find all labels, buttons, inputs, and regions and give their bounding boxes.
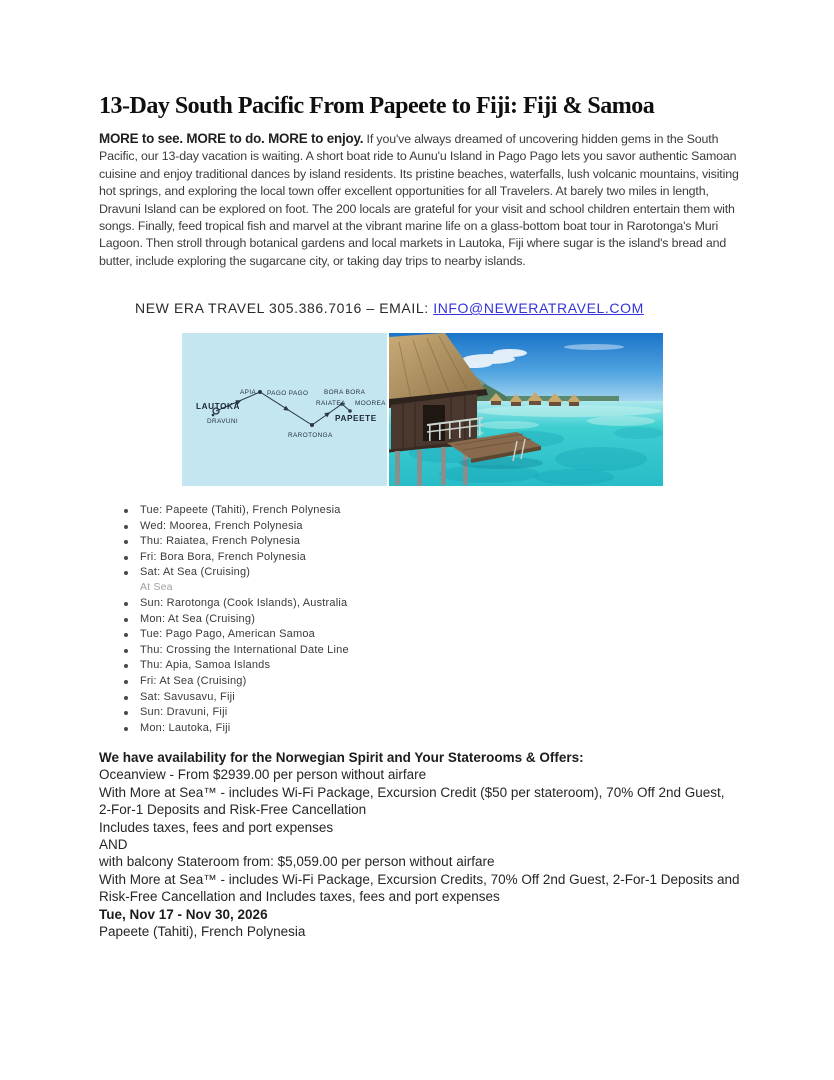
itinerary-item [124,550,544,566]
map-label-pago-pago: PAGO PAGO [267,390,309,397]
itinerary-day-label: Sat: At Sea (Cruising) [140,566,251,579]
route-arrow [283,406,290,413]
contact-line [135,300,644,316]
itinerary-item [124,690,544,706]
destination-photo [389,333,663,486]
availability-line: Oceanview - From $2939.00 per person without airfare [99,767,427,783]
itinerary-item-text [140,534,300,550]
port-marker-papeete [348,409,352,413]
itinerary-item-text [140,550,306,566]
itinerary-day-label: Tue: Papeete (Tahiti), French Polynesia [140,504,341,516]
bullet-icon [124,680,128,684]
itinerary-item-text [140,519,303,535]
itinerary-day-label: Thu: Raiatea, French Polynesia [140,535,301,548]
itinerary-item-text [140,674,246,690]
map-label-apia: APIA [240,389,257,396]
itinerary-item [124,643,544,659]
itinerary-item [124,674,544,690]
itinerary-day-label: Mon: At Sea (Cruising) [140,612,256,625]
itinerary-item-text [140,658,270,674]
route-map [182,333,387,486]
itinerary-day-label: Sat: Savusavu, Fiji [140,690,235,703]
availability-line: Includes taxes, fees and port expenses [99,819,334,835]
email-link[interactable]: INFO@NEWERATRAVEL.COM [433,300,644,316]
bullet-icon [124,696,128,700]
itinerary-day-label: Fri: At Sea (Cruising) [140,674,247,687]
itinerary-day-label: Sun: Rarotonga (Cook Islands), Australia [140,596,348,609]
destination-photo-svg [389,333,663,486]
map-label-bora-bora: BORA BORA [324,389,366,396]
itinerary-day-label: Mon: Lautoka, Fiji [140,721,231,734]
map-label-dravuni: DRAVUNI [207,418,239,425]
itinerary-item [124,503,544,519]
availability-line: Risk-Free Cancellation and Includes taxes, fees and port expenses [99,889,500,905]
itinerary-item [124,705,544,721]
bullet-icon [124,711,128,715]
media-row [182,333,663,486]
availability-line: With More at Sea™ - includes Wi-Fi Package, Excursion Credit ($50 per stateroom), 70% Off 2nd Guest, [99,784,725,800]
port-marker-rarotonga [310,423,314,427]
itinerary-item [124,565,544,596]
bullet-icon [124,556,128,560]
map-label-lautoka: LAUTOKA [196,402,241,411]
availability-line: 2-For-1 Deposits and Risk-Free Cancellation [99,802,367,818]
itinerary-item-text [140,705,227,721]
itinerary-item-text [140,565,250,596]
contact-text: NEW ERA TRAVEL 305.386.7016 – EMAIL: [135,300,434,316]
itinerary-day-label: Tue: Pago Pago, American Samoa [140,628,315,641]
availability-lines [99,766,799,905]
itinerary-item-text [140,596,347,612]
itinerary-day-label: Wed: Moorea, French Polynesia [140,519,303,532]
bullet-icon [124,525,128,529]
page-title: 13-Day South Pacific From Papeete to Fiji: Fiji & Samoa [99,93,655,119]
availability-line: With More at Sea™ - includes Wi-Fi Package, Excursion Credits, 70% Off 2nd Guest, 2-For-1 Deposits and [99,871,740,887]
bullet-icon [124,727,128,731]
bullet-icon [124,602,128,606]
route-map-svg [182,333,387,486]
bullet-icon [124,618,128,622]
itinerary-day-label: Fri: Bora Bora, French Polynesia [140,550,306,563]
map-label-moorea: MOOREA [355,400,386,407]
map-label-rarotonga: RAROTONGA [288,432,333,439]
bullet-icon [124,571,128,575]
itinerary-item [124,519,544,535]
availability-heading: We have availability for the Norwegian Spirit and Your Staterooms & Offers: [99,750,584,765]
itinerary-item [124,658,544,674]
itinerary-sub-label: At Sea [140,580,173,593]
itinerary-item [124,534,544,550]
itinerary-day-label: Sun: Dravuni, Fiji [140,706,228,719]
bullet-icon [124,540,128,544]
itinerary-item-text [140,690,235,706]
availability-section [99,749,799,940]
port-marker-pago-pago [258,390,262,394]
itinerary-item [124,612,544,628]
embark-port: Papeete (Tahiti), French Polynesia [99,924,306,940]
bullet-icon [124,664,128,668]
cruise-date-range: Tue, Nov 17 - Nov 30, 2026 [99,906,268,922]
intro-lead-text: MORE to see. MORE to do. MORE to enjoy. [99,131,364,146]
intro-paragraph [99,130,739,270]
itinerary-item-text [140,721,230,737]
itinerary-item [124,721,544,737]
availability-line: with balcony Stateroom from: $5,059.00 per person without airfare [99,854,495,870]
itinerary-item-text [140,612,255,628]
itinerary-item-text [140,503,341,519]
route-arrow [324,410,331,417]
intro-body-text: If you've always dreamed of uncovering hidden gems in the South Pacific, our 13-day vacation is waiting. A short boat ride to Aunu'u Island in Pago Pago lets you savor authentic Samoan cuisine and enjoy traditional dances by island residents. Its pristine beaches, waterfalls, lush volcanic mountains, visiting hot springs, and exploring the local town offer excellent opportunities for all Travelers. At barely two miles in length, Dravuni Island can be explored on foot. The 200 locals are grateful for your visit and school children entertain them with songs. Finally, feed tropical fish and marvel at the vibrant marine life on a glass-bottom boat tour in Rarotonga's Muri Lagoon. Then stroll through botanical gardens and local markets in Lautoka, Fiji where sugar is the island's bread and butter, include exploring the sugarcane city, or taking day trips to nearby islands. [99,132,739,268]
map-label-papeete: PAPEETE [335,414,377,423]
itinerary-day-label: Thu: Apia, Samoa Islands [140,659,271,672]
itinerary-item-text [140,643,349,659]
bullet-icon [124,633,128,637]
availability-line: AND [99,837,128,853]
bullet-icon [124,649,128,653]
itinerary-item [124,596,544,612]
itinerary-day-label: Thu: Crossing the International Date Line [140,643,349,656]
shallow-band [477,405,661,417]
bullet-icon [124,509,128,513]
itinerary-item [124,627,544,643]
port-marker-dravuni [212,414,215,417]
map-label-raiatea: RAIATEA [316,400,346,407]
itinerary-list [124,503,544,736]
itinerary-item-text [140,627,315,643]
